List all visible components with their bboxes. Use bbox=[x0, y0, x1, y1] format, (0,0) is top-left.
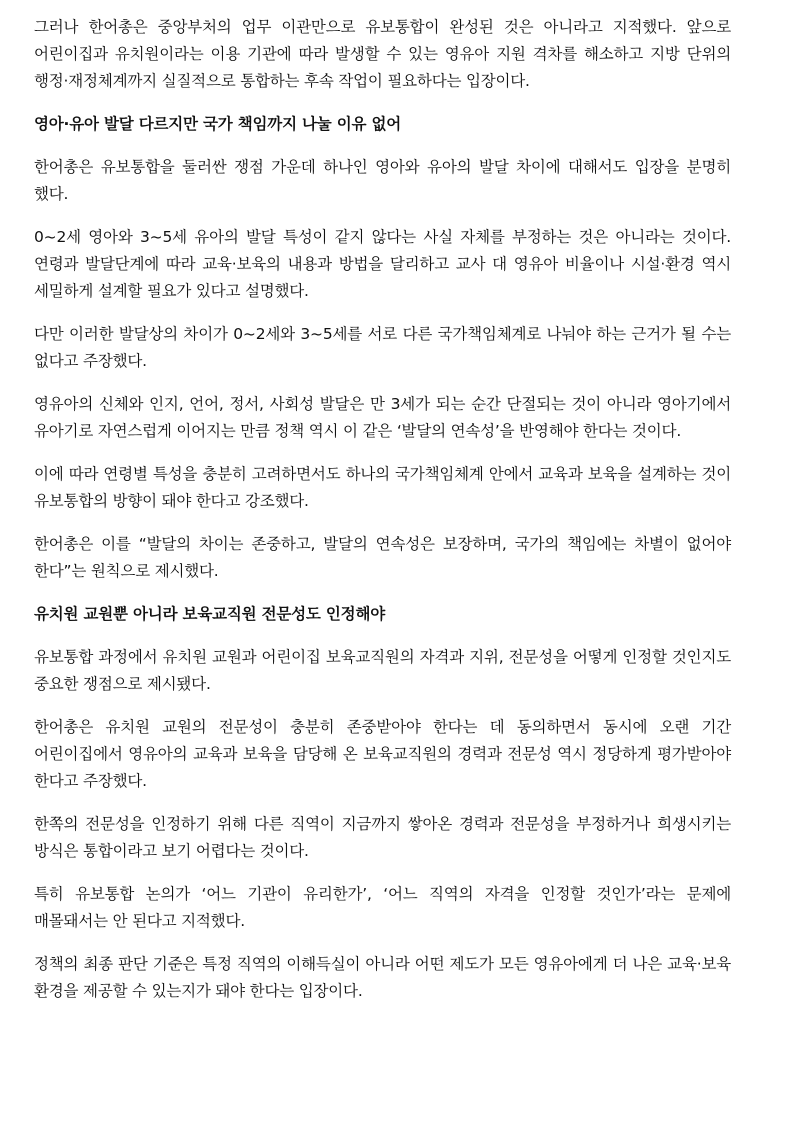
paragraph: 한어총은 유보통합을 둘러싼 쟁점 가운데 하나인 영아와 유아의 발달 차이에 대해서도 입장을 분명히 했다. bbox=[34, 158, 731, 203]
paragraph: 이에 따라 연령별 특성을 충분히 고려하면서도 하나의 국가책임체계 안에서 교육과 보육을 설계하는 것이 유보통합의 방향이 돼야 한다고 강조했다. bbox=[34, 465, 731, 510]
paragraph: 유보통합 과정에서 유치원 교원과 어린이집 보육교직원의 자격과 지위, 전문성을 어떻게 인정할 것인지도 중요한 쟁점으로 제시됐다. bbox=[34, 648, 731, 693]
paragraph: 그러나 한어총은 중앙부처의 업무 이관만으로 유보통합이 완성된 것은 아니라고 지적했다. 앞으로 어린이집과 유치원이라는 이용 기관에 따라 발생할 수 있는 영유아 지원 격차를 해소하고 지방 단위의 행정·재정체계까지 실질적으로 통합하는 후속 작업이 필요하다는 입장이다. bbox=[34, 18, 731, 90]
paragraph: 특히 유보통합 논의가 ‘어느 기관이 유리한가’, ‘어느 직역의 자격을 인정할 것인가’라는 문제에 매몰돼서는 안 된다고 지적했다. bbox=[34, 885, 731, 930]
paragraph: 한쪽의 전문성을 인정하기 위해 다른 직역이 지금까지 쌓아온 경력과 전문성을 부정하거나 희생시키는 방식은 통합이라고 보기 어렵다는 것이다. bbox=[34, 815, 731, 860]
paragraph: 다만 이러한 발달상의 차이가 0~2세와 3~5세를 서로 다른 국가책임체계로 나눠야 하는 근거가 될 수는 없다고 주장했다. bbox=[34, 325, 731, 370]
paragraph: 정책의 최종 판단 기준은 특정 직역의 이해득실이 아니라 어떤 제도가 모든 영유아에게 더 나은 교육·보육 환경을 제공할 수 있는지가 돼야 한다는 입장이다. bbox=[34, 955, 731, 1000]
paragraph: 영유아의 신체와 인지, 언어, 정서, 사회성 발달은 만 3세가 되는 순간 단절되는 것이 아니라 영아기에서 유아기로 자연스럽게 이어지는 만큼 정책 역시 이 같은 ‘발달의 연속성’을 반영해야 한다는 것이다. bbox=[34, 395, 731, 440]
paragraph: 한어총은 이를 “발달의 차이는 존중하고, 발달의 연속성은 보장하며, 국가의 책임에는 차별이 없어야 한다”는 원칙으로 제시했다. bbox=[34, 535, 731, 580]
section-heading: 유치원 교원뿐 아니라 보육교직원 전문성도 인정해야 bbox=[34, 605, 385, 623]
section-heading: 영아·유아 발달 다르지만 국가 책임까지 나눌 이유 없어 bbox=[34, 115, 402, 133]
paragraph: 한어총은 유치원 교원의 전문성이 충분히 존중받아야 한다는 데 동의하면서 동시에 오랜 기간 어린이집에서 영유아의 교육과 보육을 담당해 온 보육교직원의 경력과 전문성 역시 정당하게 평가받아야 한다고 주장했다. bbox=[34, 718, 731, 790]
paragraph: 0~2세 영아와 3~5세 유아의 발달 특성이 같지 않다는 사실 자체를 부정하는 것은 아니라는 것이다. 연령과 발달단계에 따라 교육·보육의 내용과 방법을 달리하고 교사 대 영유아 비율이나 시설·환경 역시 세밀하게 설계할 필요가 있다고 설명했다. bbox=[34, 228, 731, 300]
